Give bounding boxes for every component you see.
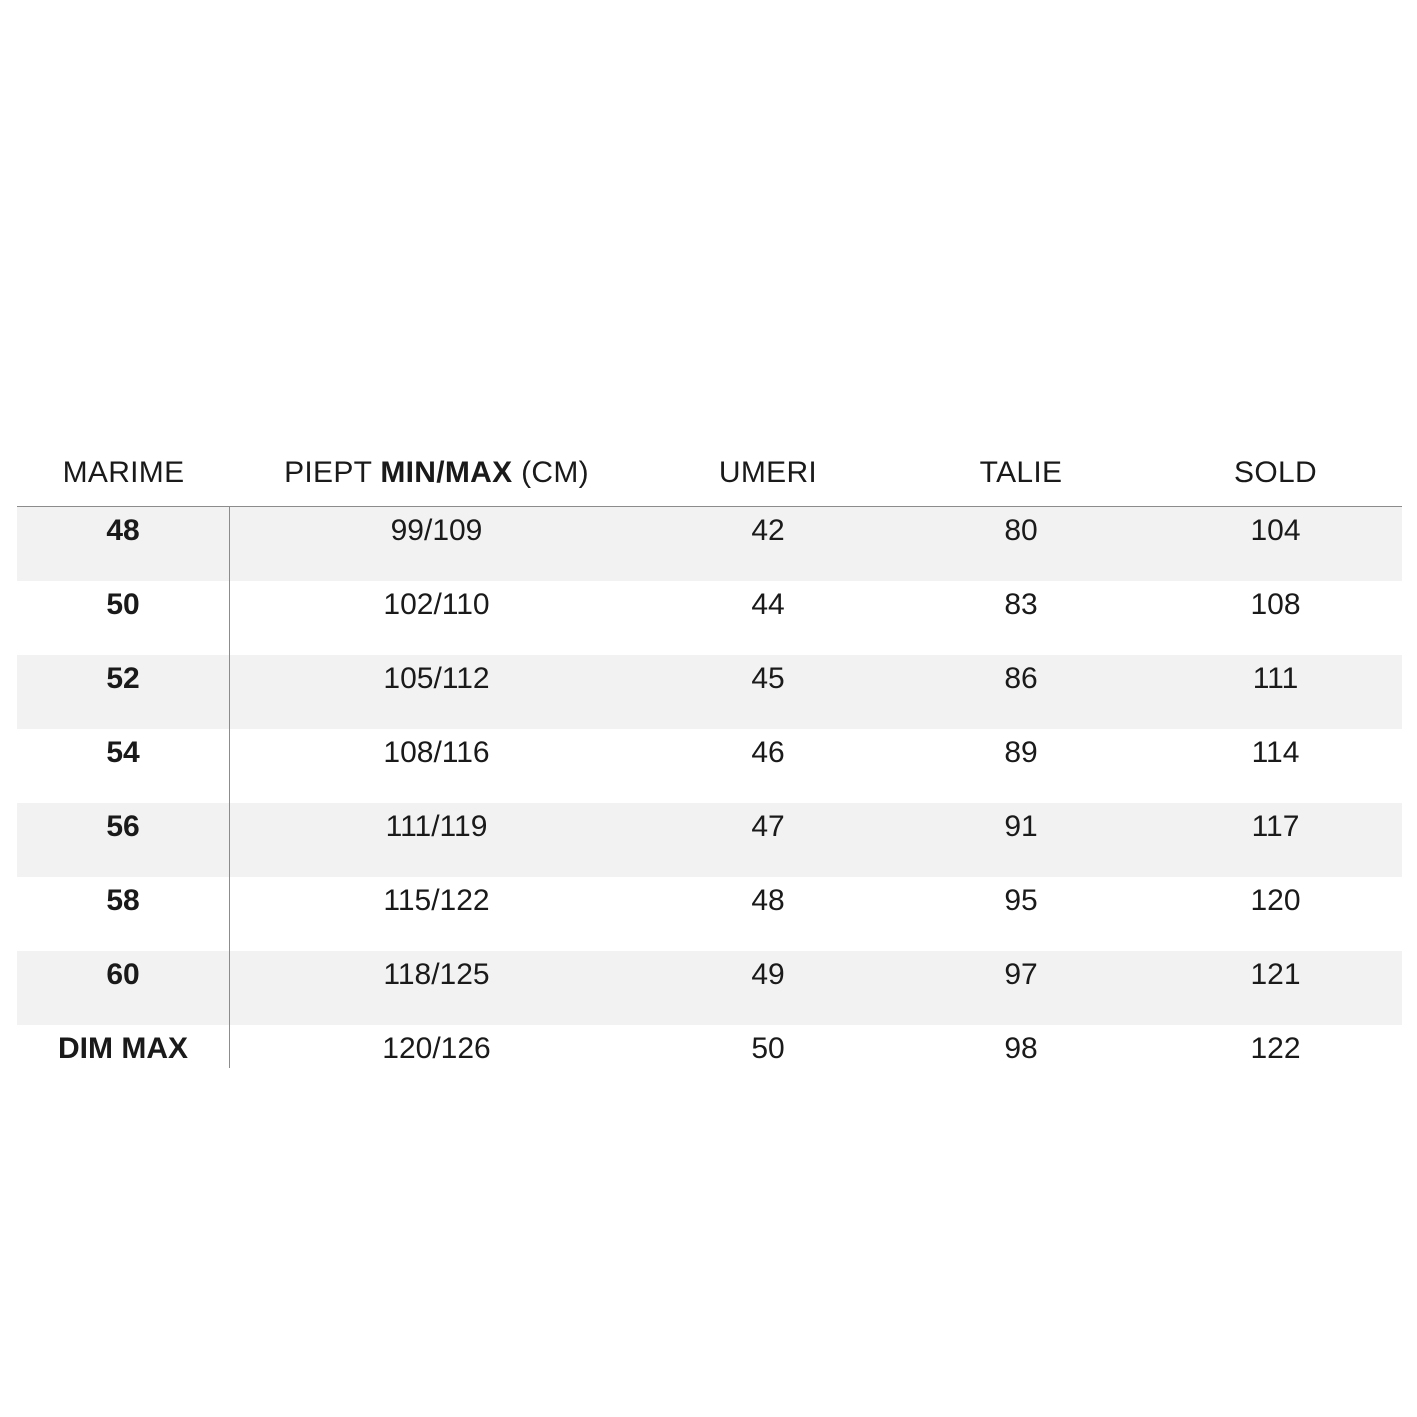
umeri-cell: 50: [751, 1032, 785, 1065]
sold-cell: 120: [1250, 884, 1301, 917]
table-row: [17, 951, 1402, 1025]
piept-cell: 120/126: [382, 1032, 491, 1065]
talie-cell: 91: [1004, 810, 1038, 843]
talie-cell: 83: [1004, 588, 1038, 621]
sold-cell: 108: [1250, 588, 1301, 621]
talie-cell: 86: [1004, 662, 1038, 695]
piept-cell: 99/109: [390, 514, 483, 547]
piept-cell: 105/112: [383, 662, 490, 695]
umeri-cell: 48: [751, 884, 785, 917]
size-cell: 56: [17, 803, 230, 877]
talie-cell: 95: [1004, 884, 1038, 917]
size-cell: 60: [17, 951, 230, 1025]
talie-cell: 97: [1004, 958, 1038, 991]
talie-cell: 80: [1004, 514, 1038, 547]
talie-cell: 98: [1004, 1032, 1038, 1065]
sold-cell: 114: [1251, 736, 1300, 769]
size-cell: 54: [17, 729, 230, 803]
header-piept-bold: MIN/MAX: [380, 456, 513, 489]
header-piept: [230, 456, 643, 490]
talie-cell: 89: [1004, 736, 1038, 769]
sold-cell: 104: [1250, 514, 1301, 547]
table-row: [17, 581, 1402, 655]
header-piept-prefix: PIEPT: [284, 456, 381, 489]
umeri-cell: 46: [751, 736, 785, 769]
piept-cell: 118/125: [383, 958, 490, 991]
piept-cell: 108/116: [383, 736, 490, 769]
header-piept-suffix: (CM): [512, 456, 589, 489]
sold-cell: 111: [1252, 662, 1299, 695]
piept-cell: 111/119: [385, 810, 488, 843]
size-chart-table: [17, 440, 1402, 1068]
header-marime: MARIME: [62, 456, 185, 489]
size-cell: 50: [17, 581, 230, 655]
table-body: [17, 507, 1402, 1068]
header-talie: TALIE: [979, 456, 1063, 489]
umeri-cell: 44: [751, 588, 785, 621]
size-cell: 48: [17, 507, 230, 581]
table-row: [17, 877, 1402, 951]
umeri-cell: 45: [751, 662, 785, 695]
umeri-cell: 42: [751, 514, 785, 547]
sold-cell: 121: [1250, 958, 1301, 991]
header-sold: SOLD: [1234, 456, 1317, 489]
header-umeri: UMERI: [718, 456, 818, 489]
size-cell: 58: [17, 877, 230, 951]
sold-cell: 117: [1251, 810, 1300, 843]
table-header-row: [17, 440, 1402, 507]
sold-cell: 122: [1250, 1032, 1301, 1065]
size-cell: 52: [17, 655, 230, 729]
umeri-cell: 49: [751, 958, 785, 991]
piept-cell: 115/122: [383, 884, 490, 917]
table-row: [17, 507, 1402, 581]
table-row: [17, 655, 1402, 729]
table-row: [17, 803, 1402, 877]
umeri-cell: 47: [751, 810, 785, 843]
size-cell: DIM MAX: [17, 1025, 230, 1068]
table-row: [17, 729, 1402, 803]
table-row: [17, 1025, 1402, 1068]
piept-cell: 102/110: [383, 588, 490, 621]
